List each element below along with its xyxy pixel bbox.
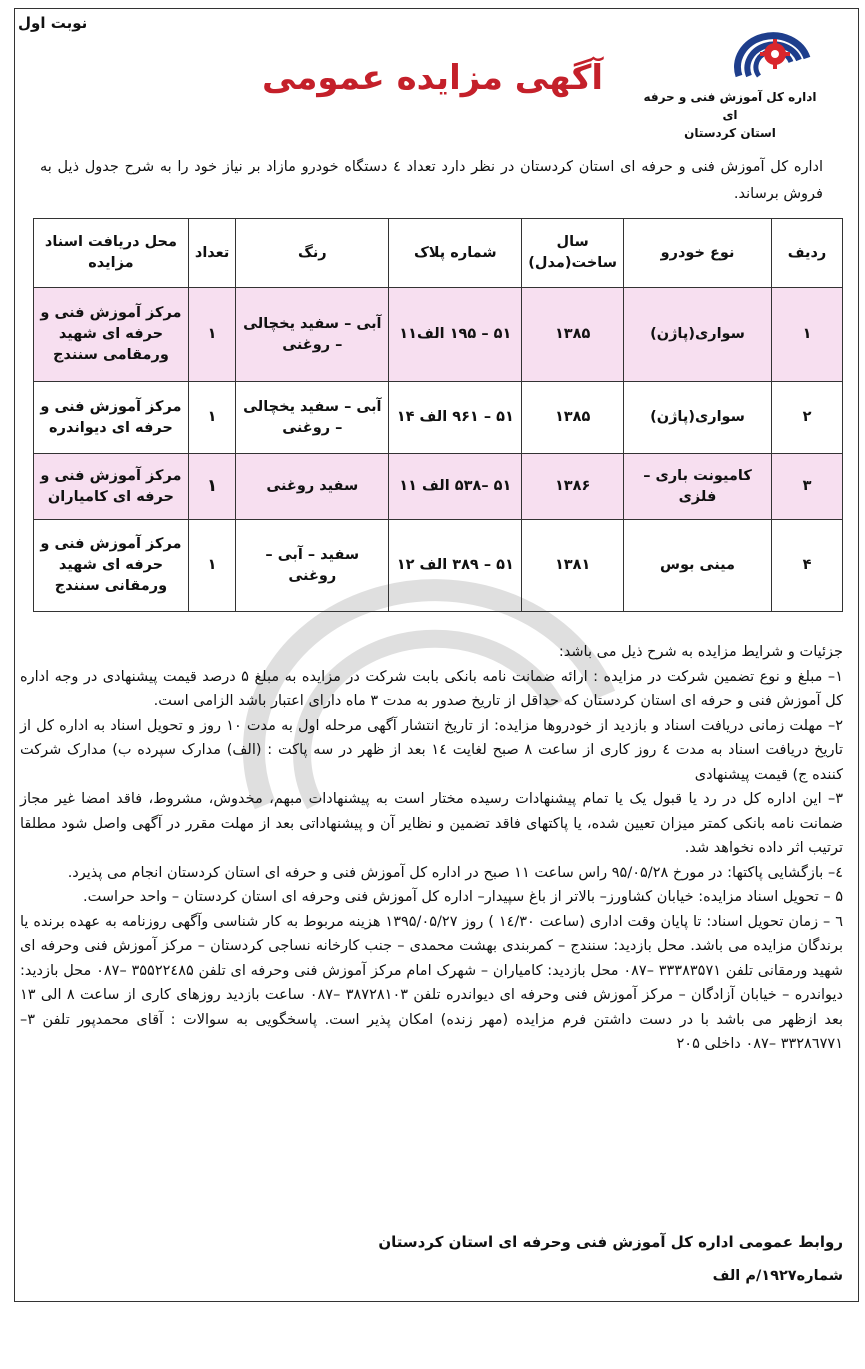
condition-item: ٦ – زمان تحویل اسناد: تا پایان وقت اداری (ساعت ۱٤/۳۰ ) روز ۱۳۹۵/۰۵/۲۷ هزینه مربوط به کار شناسی وآگهی روزنامه به عهده برنده یا برندگان مزایده می باشد. محل بازدید: سنندج – کمربندی بهشت محمدی – جنب کارخانه نساجی کردستان – مرکز آموزش فنی وحرفه ای شهید ورمقانی تلفن ۳۳۳۸۳۵۷۱ –۰۸۷ محل بازدید: کامیاران – شهرک امام مرکز آموزش فنی وحرفه ای تلفن ۳۵۵۲۲٤۸۵ –۰۸۷ محل بازدید: دیواندره – خیابان آزادگان – مرکز آموزش فنی وحرفه ای دیواندره تلفن ۳۸۷۲۸۱۰۳ –۰۸۷ ساعت بازدید روزهای کاری از ساعت ۸ الی ۱۳ بعد ازظهر می باشد با در دست داشتن فرم مزایده (مهر زنده) امکان پذیر است. پاسخگویی به سوالات : آقای محمدپور تلفن ۳– ۳۳۲۸٦۷۷۱ –۰۸۷ داخلی ۲۰۵ [20,913,843,1052]
cell-count: ۱ [188,288,235,382]
cell-row-number: ۳ [772,454,843,520]
cell-document-location: مرکز آموزش فنی و حرفه ای شهید ورمقانی سنندج [34,520,189,612]
table-row [34,382,843,454]
cell-color: آبی – سفید یخچالی – روغنی [236,288,389,382]
cell-vehicle-type: سواری(پاژن) [624,288,772,382]
notice-number: شماره۱۹۲۷/م الف [712,1268,843,1284]
table-header-row [34,219,843,288]
cell-year: ۱۳۸۵ [522,288,624,382]
condition-item: ۵ – تحویل اسناد مزایده: خیابان کشاورز– بالاتر از باغ سپیدار– اداره کل آموزش فنی وحرفه ای استان کردستان – واحد حراست. [83,889,843,905]
cell-plate: ۵۱ – ۳۸۹ الف ۱۲ [389,520,522,612]
col-header-row-number: ردیف [772,219,843,288]
org-name-line1: اداره کل آموزش فنی و حرفه ای [643,90,817,122]
conditions-section [20,640,843,1057]
cell-row-number: ۱ [772,288,843,382]
org-name [635,88,825,142]
col-header-count: تعداد [188,219,235,288]
cell-color: آبی – سفید یخچالی – روغنی [236,382,389,454]
condition-item: ۱– مبلغ و نوع تضمین شرکت در مزایده : ارائه ضمانت نامه بانکی بابت شرکت در مزایده به مبلغ ۵ درصد قیمت پیشنهادی در وجه اداره کل آموزش فنی و حرفه ای استان کردستان که حداقل از تاریخ صدور به مدت ۳ ماه دارای اعتبار باشد الزامی است. [20,668,843,709]
cell-row-number: ۲ [772,382,843,454]
cell-count: ۱ [188,520,235,612]
cell-vehicle-type: کامیونت باری – فلزی [624,454,772,520]
cell-color: سفید روغنی [236,454,389,520]
cell-plate: ۵۱ – ۱۹۵ الف۱۱ [389,288,522,382]
cell-vehicle-type: مینی بوس [624,520,772,612]
condition-item: ۳– این اداره کل در رد یا قبول یک یا تمام پیشنهادات رسیده مختار است به پیشنهادات مبهم، مخدوش، مشروط، فاقد امضا غیر مجاز ضمانت نامه بانکی کمتر میزان تعیین شده، یا پاکتهای فاقد تضمین و نظایر آن و پیشنهاداتی بعد از مهلت مقرر در آگهی واصل شود مطلقا ترتیب اثر داده نخواهد شد. [20,791,843,856]
condition-item: ٤– بازگشایی پاکتها: در مورخ ۹۵/۰۵/۲۸ راس ساعت ۱۱ صبح در اداره کل آموزش فنی و حرفه ای استان کردستان انجام می پذیرد. [67,864,843,881]
table-row [34,288,843,382]
cell-document-location: مرکز آموزش فنی و حرفه ای کامیاران [34,454,189,520]
cell-plate: ۵۱ –۵۳۸ الف ۱۱ [389,454,522,520]
col-header-plate: شماره پلاک [389,219,522,288]
vehicles-table [33,218,843,612]
cell-count: ۱ [188,382,235,454]
cell-year: ۱۳۸۵ [522,382,624,454]
conditions-heading: جزئیات و شرایط مزایده به شرح ذیل می باشد: [558,644,843,660]
cell-year: ۱۳۸۶ [522,454,624,520]
cell-color: سفید – آبی – روغنی [236,520,389,612]
col-header-color: رنگ [236,219,389,288]
cell-vehicle-type: سواری(پاژن) [624,382,772,454]
round-label: نوبت اول [18,14,88,32]
page-title: آگهی مزایده عمومی [261,58,604,98]
table-row [34,520,843,612]
public-relations-signature: روابط عمومی اداره کل آموزش فنی وحرفه ای استان کردستان [378,1233,843,1251]
table-row [34,454,843,520]
cell-row-number: ۴ [772,520,843,612]
col-header-year: سال ساخت(مدل) [522,219,624,288]
intro-paragraph: اداره کل آموزش فنی و حرفه ای استان کردستان در نظر دارد تعداد ٤ دستگاه خودرو مازاد بر نیاز خود را به شرح جدول ذیل به فروش برساند. [40,159,823,202]
condition-item: ۲– مهلت زمانی دریافت اسناد و بازدید از خودروها مزایده: از تاریخ انتشار آگهی مرحله اول به مدت ۱۰ روز و تحویل اسناد به اداره کل از تاریخ دریافت اسناد به مدت ٤ روز کاری از ساعت ۸ صبح لغایت ١٤ بعد از ظهر در سه پاکت : (الف) مدارک سپرده ب) مدارک شرکت کننده ج) قیمت پیشنهادی [20,717,844,783]
col-header-document-location: محل دریافت اسناد مزایده [34,219,189,288]
cell-year: ۱۳۸۱ [522,520,624,612]
org-logo-icon [729,14,815,84]
cell-document-location: مرکز آموزش فنی و حرفه ای دیواندره [34,382,189,454]
org-name-line2: استان کردستان [684,126,776,140]
cell-count: ۱ [188,454,235,520]
cell-plate: ۵۱ – ۹۶۱ الف ۱۴ [389,382,522,454]
cell-document-location: مرکز آموزش فنی و حرفه ای شهید ورمقامی سنندج [34,288,189,382]
col-header-vehicle-type: نوع خودرو [624,219,772,288]
